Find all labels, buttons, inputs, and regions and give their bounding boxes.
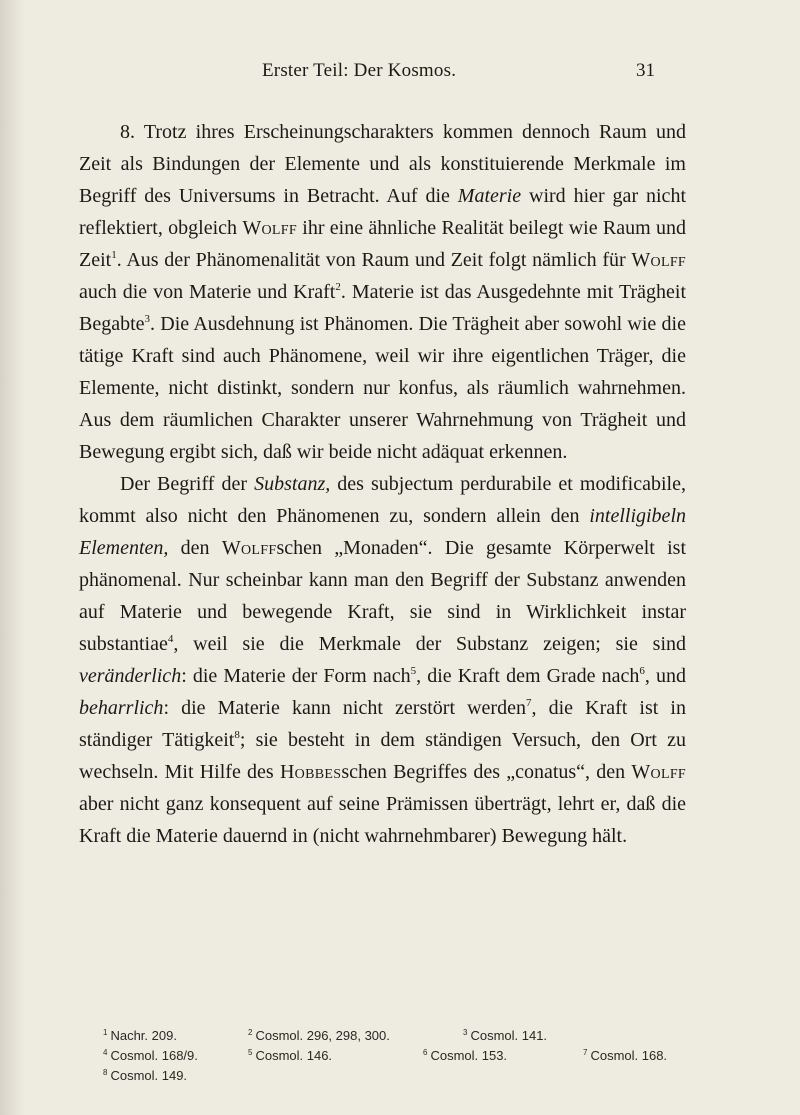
emphasis: Substanz,: [254, 473, 331, 495]
footnote-mark: 8: [103, 1068, 108, 1077]
footnote-8: [103, 1063, 187, 1086]
text-run: schen „Monaden“. Die gesamte Körperwelt ist phänomenal. Nur scheinbar kann man den Begriff der Substanz anwenden auf Materie und bewegende Kraft, sie sind in Wirklichkeit instar substantiae: [79, 537, 686, 655]
text-run: 8. Trotz ihres Erscheinungscharakters kommen dennoch Raum und Zeit als Bindungen der Elemente und als konstituierende Merkmale im Begriff des Universums in Betracht. Auf die: [79, 121, 686, 207]
footnote-ref[interactable]: 1: [111, 249, 117, 261]
footnote-text: Cosmol. 168.: [590, 1048, 668, 1063]
footnote-mark: 5: [248, 1048, 253, 1057]
footnote-ref[interactable]: 6: [639, 665, 645, 677]
footnote-row: [103, 1023, 703, 1043]
page-header: [0, 60, 800, 90]
page-edge-shadow: [0, 0, 26, 1115]
text-run: , und: [644, 665, 686, 687]
text-run: , die Kraft ist in ständiger Tätigkeit: [79, 697, 686, 751]
footnote-row: [103, 1043, 703, 1063]
footnote-mark: 3: [463, 1028, 468, 1037]
footnote-text: Cosmol. 149.: [110, 1068, 188, 1083]
footnote-row: [103, 1063, 703, 1083]
running-head: Erster Teil: Der Kosmos.: [262, 60, 457, 81]
text-run: , die Kraft dem Grade nach: [416, 665, 640, 687]
footnote-text: Cosmol. 168/9.: [110, 1048, 198, 1063]
footnote-mark: 4: [103, 1048, 108, 1057]
footnote-ref[interactable]: 4: [167, 633, 174, 645]
author-name: Hobbes: [279, 761, 342, 783]
author-name: Wolff: [631, 761, 686, 783]
text-run: den: [168, 537, 222, 559]
author-name: Wolff: [221, 537, 277, 559]
text-run: ihr eine ähnliche Realität beilegt wie Raum und Zeit: [79, 217, 686, 271]
footnote-mark: 6: [423, 1048, 428, 1057]
footnotes: [103, 1023, 703, 1083]
footnote-text: Cosmol. 141.: [470, 1028, 548, 1043]
emphasis: veränderlich: [79, 665, 182, 687]
text-run: . Die Ausdehnung ist Phänomen. Die Trägheit aber sowohl wie die tätige Kraft sind auch Phänomene, weil wir ihre eigentlichen Träger, die Elemente, nicht distinkt, sondern nur konfus, als räumlich wahrnehmen. Aus dem räumlichen Charakter unserer Wahrnehmung von Trägheit und Bewegung ergibt sich, daß wir beide nicht adäquat erkennen.: [79, 313, 686, 463]
text-run: : die Materie kann nicht zerstört werden: [163, 697, 526, 719]
paragraph-2: [79, 468, 686, 852]
text-run: aber nicht ganz konsequent auf seine Prämissen überträgt, lehrt er, daß die Kraft die Materie dauernd in (nicht wahrnehmbarer) Bewegung hält.: [79, 793, 686, 847]
footnote-ref[interactable]: 8: [234, 729, 240, 741]
emphasis: Materie: [457, 185, 522, 207]
text-run: . Materie ist das Ausgedehnte mit Trägheit Begabte: [79, 281, 686, 335]
text-run: . Aus der Phänomenalität von Raum und Zeit folgt nämlich für: [116, 249, 632, 271]
footnote-ref[interactable]: 5: [410, 665, 417, 677]
footnote-mark: 7: [583, 1048, 588, 1057]
paragraph-1: [79, 116, 686, 468]
emphasis: intelligibeln Elementen,: [79, 505, 686, 559]
footnote-ref[interactable]: 3: [144, 313, 151, 325]
text-run: ; sie besteht in dem ständigen Versuch, den Ort zu wechseln. Mit Hilfe des: [79, 729, 686, 783]
body-text: [79, 116, 686, 852]
text-run: : die Materie der Form nach: [181, 665, 411, 687]
emphasis: beharrlich: [79, 697, 164, 719]
footnote-mark: 2: [248, 1028, 253, 1037]
author-name: Wolff: [242, 217, 297, 239]
text-run: schen Begriffes des „conatus“, den: [341, 761, 632, 783]
footnote-mark: 1: [103, 1028, 108, 1037]
text-run: des subjectum perdurabile et modificabile, kommt also nicht den Phänomenen zu, sondern allein den: [79, 473, 686, 527]
page-number: 31: [636, 60, 655, 81]
footnote-text: Cosmol. 146.: [255, 1048, 333, 1063]
author-name: Wolff: [631, 249, 686, 271]
footnote-text: Nachr. 209.: [110, 1028, 177, 1043]
text-run: , weil sie die Merkmale der Substanz zeigen; sie sind: [173, 633, 686, 655]
text-run: wird hier gar nicht reflektiert, obgleich: [79, 185, 686, 239]
text-run: auch die von Materie und Kraft: [79, 281, 336, 303]
footnote-text: Cosmol. 296, 298, 300.: [255, 1028, 390, 1043]
footnote-text: Cosmol. 153.: [430, 1048, 508, 1063]
footnote-ref[interactable]: 2: [335, 281, 341, 293]
footnote-ref[interactable]: 7: [525, 697, 532, 709]
text-run: Der Begriff der: [120, 473, 255, 495]
